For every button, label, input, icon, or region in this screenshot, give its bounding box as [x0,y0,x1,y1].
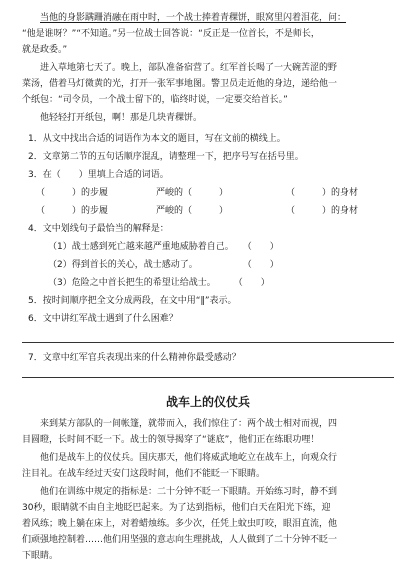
underlined-sentence: 当他的身影蹒跚消融在雨中时，一个战士捧着青稞饼，眼窝里闪着泪花，问： [40,13,347,23]
question-2: 2．文章第二节的五句话顺序混乱，请整理一下，把序号写在括号里。 [28,152,304,162]
passage1-para1-line2: “他是谁呀？”“不知道。”另一位战士回答说：“反正是一位首长，不是师长， [22,29,320,39]
passage1-para1-line3: 就是政委。” [22,45,68,55]
passage-one [22,10,394,126]
question-3-row-1 [36,184,394,202]
question-4: 4．文中划线句子最恰当的解释是： [28,224,169,234]
passage2-para2-line2: 注目礼。在战车经过天安门这段时间，他们不能眨一下眼睛。 [22,469,266,479]
questions-section [22,130,394,378]
question-1: 1．从文中找出合适的词语作为本文的题目，写在文前的横线上。 [28,134,286,144]
q3-row1-blank-2[interactable]: 严峻的（ ） [156,188,229,198]
answer-line-q7[interactable] [22,377,394,378]
question-4-option-2[interactable]: （2）得到首长的关心，战士感动了。 （ ） [48,260,279,270]
q3-row2-blank-3[interactable]: （ ）的身材 [286,206,359,216]
q3-row2-blank-2[interactable]: 严峻的（ ） [156,206,229,216]
q3-row1-blank-1[interactable]: （ ）的步履 [36,188,109,198]
passage1-para3: 他轻轻打开纸包，啊！那是几块青稞饼。 [40,113,203,123]
passage2-para1-line1: 来到某方部队的一间帐篷，就带而入，我们惊住了：两个战士相对而视，四 [40,419,338,429]
q3-row2-blank-1[interactable]: （ ）的步履 [36,206,109,216]
passage2-para3-line4: 们顽强地控制着……他们用坚强的意志向生理挑战，人人做到了二十分钟不眨一 [22,535,338,545]
passage2-para3-line3: 着风练；晚上躺在床上，对着蜡烛练。多少次，任凭上蚊虫叮咬，眼泪直流，他 [22,519,338,529]
passage2-para2-line1: 他们是战车上的仪仗兵。国庆那天，他们将威武地屹立在战车上，向观众行 [40,453,338,463]
answer-line-q6[interactable] [22,342,394,343]
q3-row1-blank-3[interactable]: （ ）的身材 [286,188,359,198]
question-5: 5．按时间顺序把全文分成两段，在文中用“‖”表示。 [28,296,237,306]
question-3-row-2 [36,202,394,220]
passage2-para3-line5: 下眼睛。 [22,551,59,561]
passage2-para1-line2: 目圆瞪，长时间不眨一下。战士的领导揭穿了“谜底”，他们正在练眼功哩！ [22,435,320,445]
passage1-para1-line1 [22,10,394,26]
question-3: 3．在（ ）里填上合适的词语。 [28,170,169,180]
question-6: 6．文中讲红军战士遇到了什么困难？ [28,314,178,324]
question-4-option-1[interactable]: （1）战士感到死亡越来越严重地威胁着自己。 （ ） [48,242,279,252]
passage1-para2-line3: 个纸包：“司令员，一个战士留下的，临终时说，一定要交给首长。” [22,95,288,105]
passage2-para3-line2: 30秒，眼睛就不由自主地眨巴起来。为了达到指标，他们白天在阳光下练，迎 [22,503,331,513]
passage2-title: 战车上的仪仗兵 [165,395,250,409]
passage-two [22,416,394,564]
passage2-para3-line1: 他们在训练中规定的指标是：二十分钟不眨一下眼睛。开始练习时，静不到 [40,487,338,497]
passage1-para2-line2: 菜汤，借着马灯微黄的光，打开一张军事地图。警卫员走近他的身边，递给他一 [22,79,338,89]
question-4-option-3[interactable]: （3）危险之中首长把生的希望让给战士。 （ ） [48,278,270,288]
passage1-para2-line1: 进入草地第七天了。晚上，部队准备宿营了。红军首长喝了一大碗苦涩的野 [40,63,338,73]
question-7: 7．文章中红军官兵表现出来的什么精神你最受感动？ [28,353,241,363]
